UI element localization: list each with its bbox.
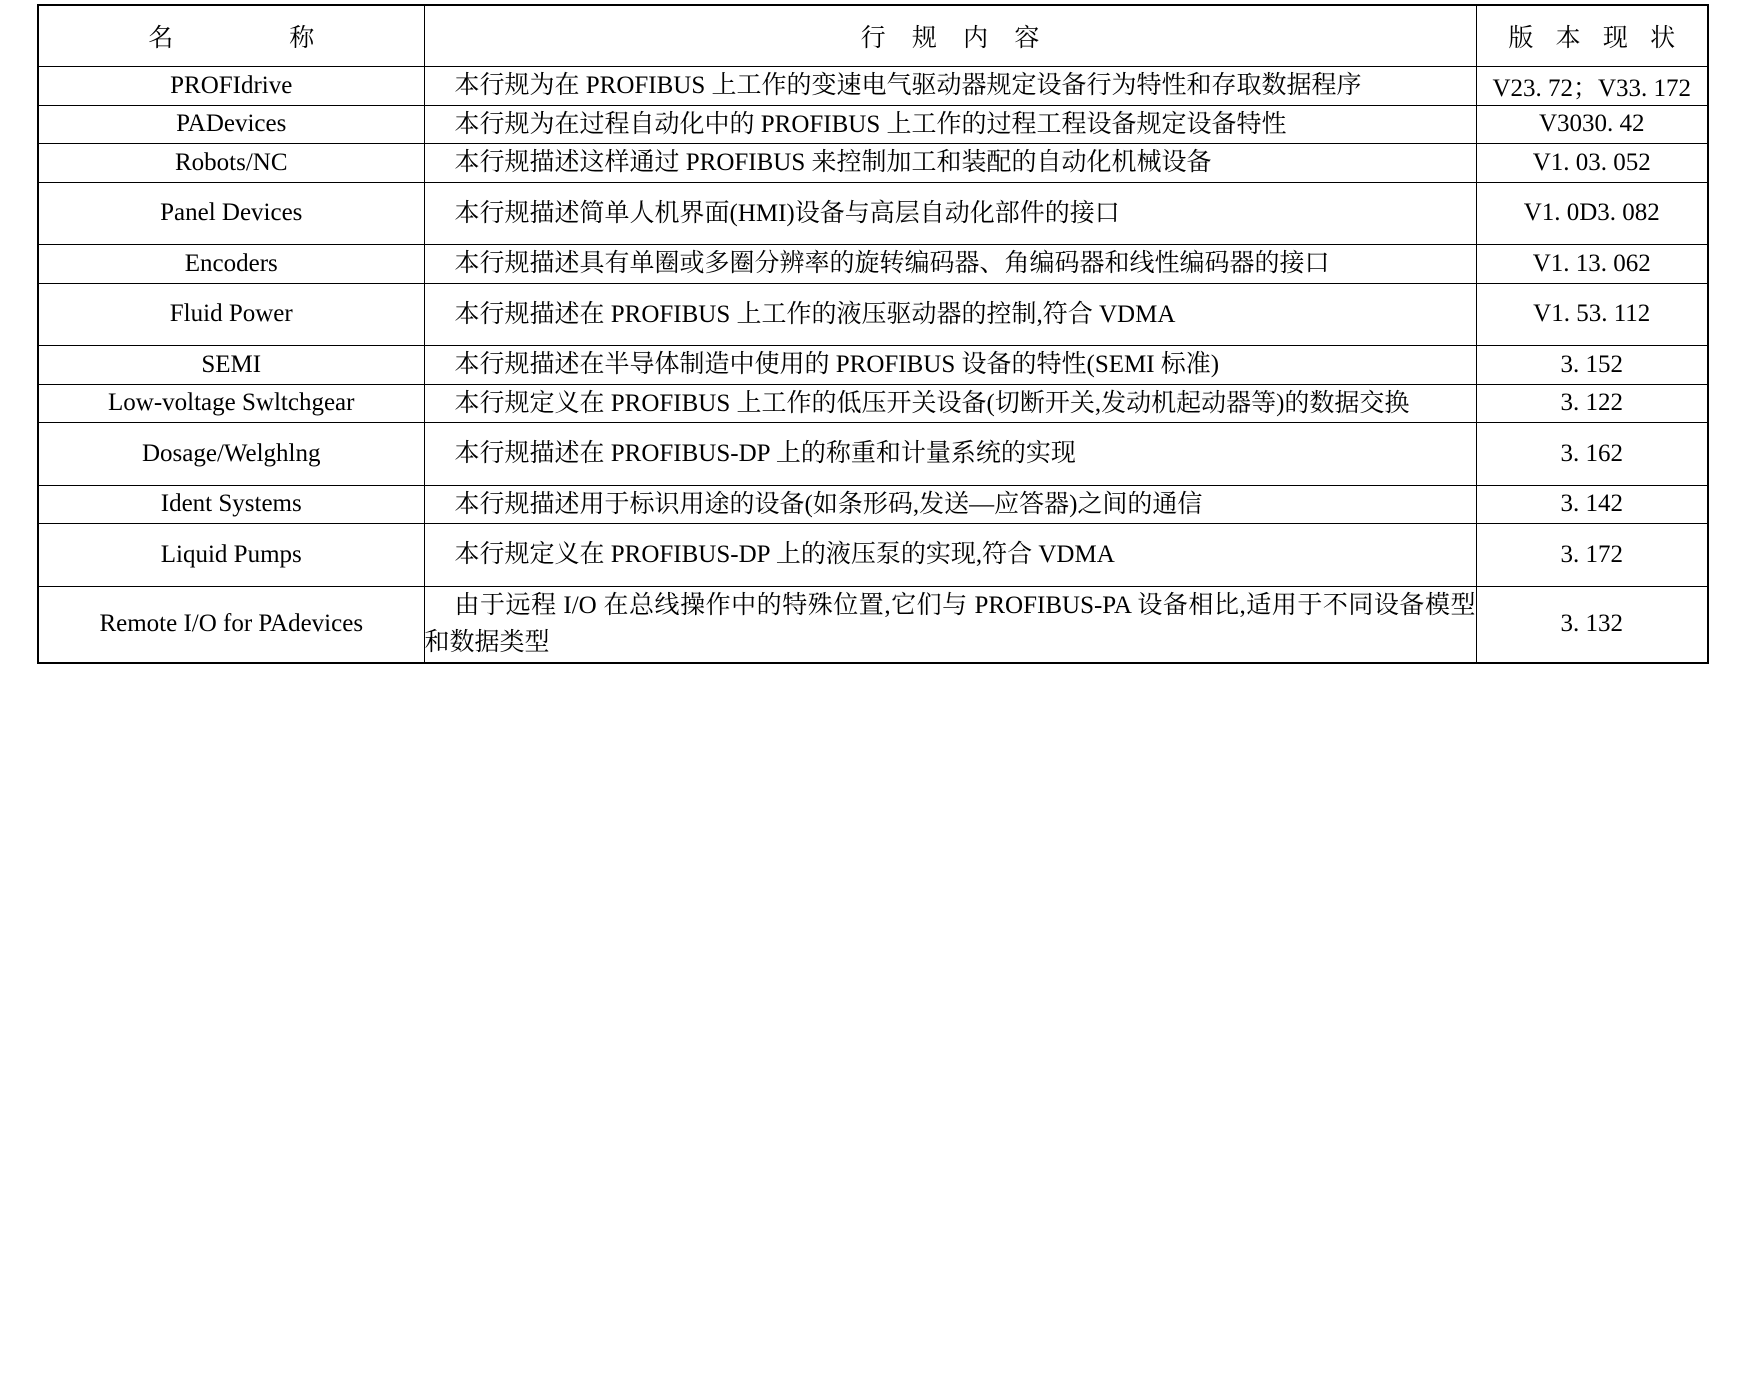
column-header-version: 版 本 现 状	[1476, 5, 1708, 67]
cell-profile-name: Dosage/Welghlng	[38, 423, 424, 486]
table-row	[38, 423, 1708, 486]
cell-profile-name: Robots/NC	[38, 144, 424, 183]
header-row	[38, 5, 1708, 67]
cell-profile-name: Low-voltage Swltchgear	[38, 384, 424, 423]
cell-profile-content: 本行规描述用于标识用途的设备(如条形码,发送—应答器)之间的通信	[424, 485, 1476, 524]
cell-profile-content: 由于远程 I/O 在总线操作中的特殊位置,它们与 PROFIBUS-PA 设备相比,适用于不同设备模型和数据类型	[424, 586, 1476, 663]
cell-profile-version: V1. 0D3. 082	[1476, 182, 1708, 245]
table-row	[38, 586, 1708, 663]
cell-profile-name: PROFIdrive	[38, 67, 424, 106]
cell-profile-content: 本行规描述在 PROFIBUS 上工作的液压驱动器的控制,符合 VDMA	[424, 283, 1476, 346]
cell-profile-version: V3030. 42	[1476, 105, 1708, 144]
cell-profile-content: 本行规为在过程自动化中的 PROFIBUS 上工作的过程工程设备规定设备特性	[424, 105, 1476, 144]
cell-profile-name: Panel Devices	[38, 182, 424, 245]
cell-profile-version: V1. 03. 052	[1476, 144, 1708, 183]
column-header-name: 名 称	[38, 5, 424, 67]
cell-profile-version: 3. 142	[1476, 485, 1708, 524]
cell-profile-content: 本行规描述简单人机界面(HMI)设备与高层自动化部件的接口	[424, 182, 1476, 245]
cell-profile-version: 3. 122	[1476, 384, 1708, 423]
table-row	[38, 524, 1708, 587]
cell-profile-name: Remote I/O for PAdevices	[38, 586, 424, 663]
table-row	[38, 182, 1708, 245]
cell-profile-content: 本行规描述在 PROFIBUS-DP 上的称重和计量系统的实现	[424, 423, 1476, 486]
table-row	[38, 67, 1708, 106]
table-body	[38, 67, 1708, 663]
column-header-content: 行 规 内 容	[424, 5, 1476, 67]
cell-profile-version: V1. 13. 062	[1476, 245, 1708, 284]
cell-profile-content: 本行规为在 PROFIBUS 上工作的变速电气驱动器规定设备行为特性和存取数据程序	[424, 67, 1476, 106]
cell-profile-name: Encoders	[38, 245, 424, 284]
table-row	[38, 144, 1708, 183]
cell-profile-name: Liquid Pumps	[38, 524, 424, 587]
cell-profile-name: Fluid Power	[38, 283, 424, 346]
cell-profile-version: 3. 152	[1476, 346, 1708, 385]
cell-profile-version: V23. 72；V33. 172	[1476, 67, 1708, 106]
profile-spec-table	[37, 4, 1709, 664]
table-row	[38, 105, 1708, 144]
table-row	[38, 384, 1708, 423]
table-row	[38, 485, 1708, 524]
cell-profile-content: 本行规描述具有单圈或多圈分辨率的旋转编码器、角编码器和线性编码器的接口	[424, 245, 1476, 284]
cell-profile-version: 3. 172	[1476, 524, 1708, 587]
cell-profile-version: V1. 53. 112	[1476, 283, 1708, 346]
table-header	[38, 5, 1708, 67]
table-row	[38, 283, 1708, 346]
cell-profile-name: PADevices	[38, 105, 424, 144]
cell-profile-content: 本行规描述这样通过 PROFIBUS 来控制加工和装配的自动化机械设备	[424, 144, 1476, 183]
cell-profile-version: 3. 132	[1476, 586, 1708, 663]
table-row	[38, 245, 1708, 284]
cell-profile-version: 3. 162	[1476, 423, 1708, 486]
cell-profile-content: 本行规描述在半导体制造中使用的 PROFIBUS 设备的特性(SEMI 标准)	[424, 346, 1476, 385]
cell-profile-content: 本行规定义在 PROFIBUS 上工作的低压开关设备(切断开关,发动机起动器等)的数据交换	[424, 384, 1476, 423]
cell-profile-name: Ident Systems	[38, 485, 424, 524]
cell-profile-name: SEMI	[38, 346, 424, 385]
cell-profile-content: 本行规定义在 PROFIBUS-DP 上的液压泵的实现,符合 VDMA	[424, 524, 1476, 587]
table-row	[38, 346, 1708, 385]
